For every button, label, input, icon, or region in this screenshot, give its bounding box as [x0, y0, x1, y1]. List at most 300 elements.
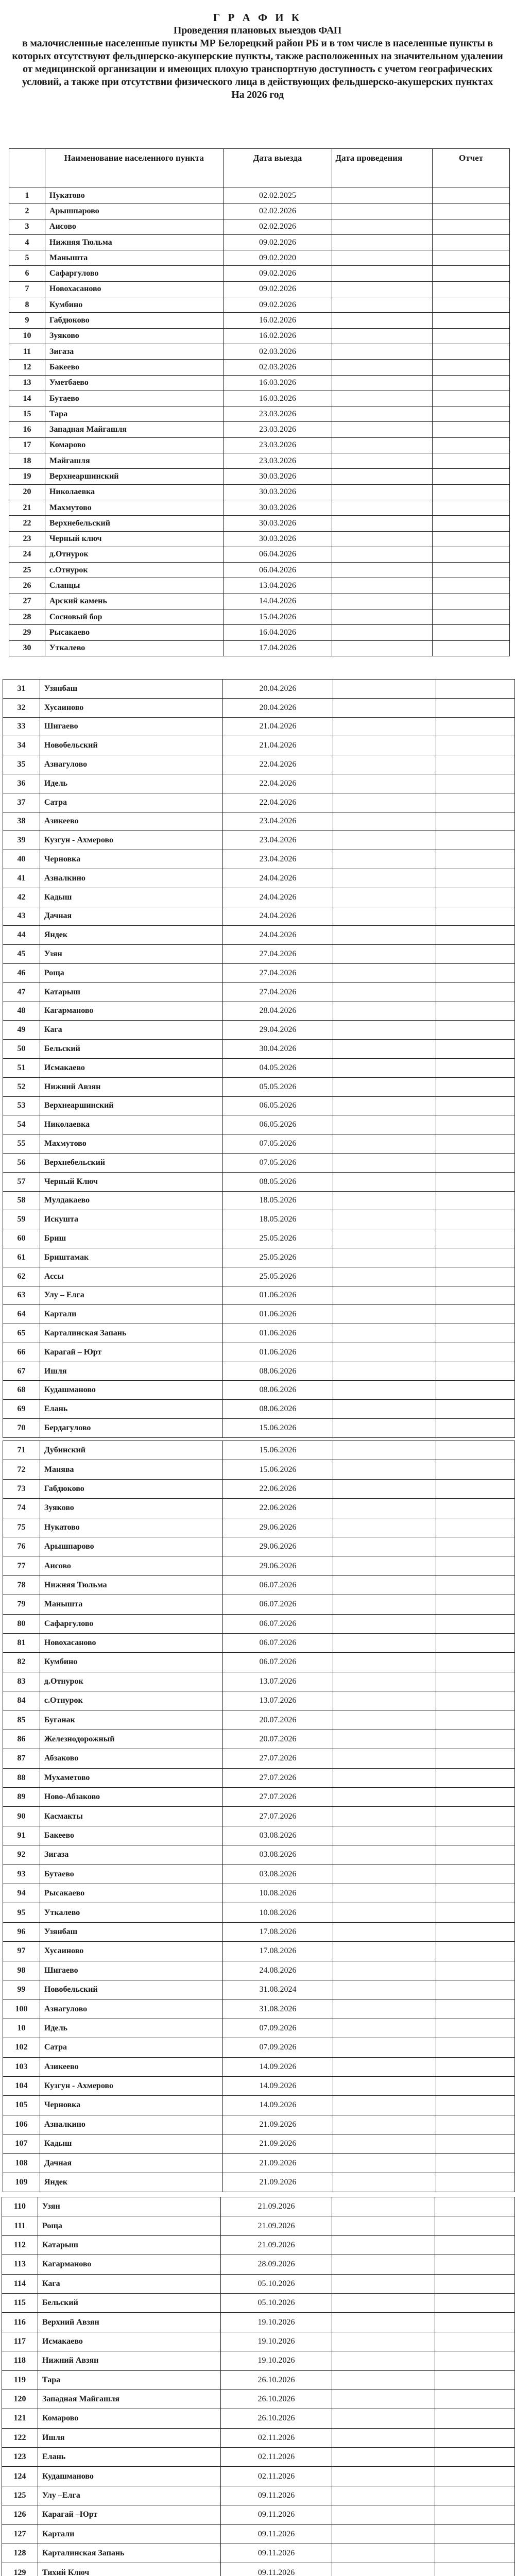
conducted-date-cell[interactable]: [333, 1826, 436, 1845]
conducted-date-cell[interactable]: [332, 2332, 435, 2351]
conducted-date-cell[interactable]: [332, 422, 433, 437]
conducted-date-cell[interactable]: [333, 1788, 436, 1807]
settlement-name: Сатра: [40, 2038, 222, 2057]
report-cell[interactable]: [436, 680, 515, 699]
report-cell[interactable]: [436, 793, 515, 812]
report-cell[interactable]: [436, 1865, 515, 1884]
document-description: в малочисленные населенные пункты МР Белорецкий район РБ и в том числе в населенные пункты в которых отсутствуют фельдшерско-акушерские пункты, также расположенных на значительном удалении от медицинской организации и имеющих плохую транспортную доступность с учетом географических условий, а также при отсутствии физического лица в действующих фельдшерско-акушерских пунктах: [12, 38, 503, 88]
conducted-date-cell[interactable]: [333, 888, 436, 907]
conducted-date-cell[interactable]: [332, 2351, 435, 2370]
settlement-name: Западная Майгашля: [38, 2389, 220, 2409]
report-cell[interactable]: [436, 1267, 515, 1286]
settlement-name: Карталинская Запань: [38, 2544, 220, 2563]
report-cell[interactable]: [436, 1134, 515, 1154]
report-cell[interactable]: [433, 219, 510, 234]
report-cell[interactable]: [433, 547, 510, 562]
report-cell[interactable]: [436, 1672, 515, 1691]
conducted-date-cell[interactable]: [333, 1942, 436, 1961]
conducted-date-cell[interactable]: [332, 2313, 435, 2332]
report-cell[interactable]: [433, 328, 510, 344]
conducted-date-cell[interactable]: [333, 1922, 436, 1941]
report-cell[interactable]: [435, 2428, 515, 2447]
conducted-date-cell[interactable]: [332, 640, 433, 656]
report-cell[interactable]: [436, 1710, 515, 1730]
conducted-date-cell[interactable]: [332, 516, 433, 531]
conducted-date-cell[interactable]: [333, 1653, 436, 1672]
table-row: [3, 1691, 515, 1710]
conducted-date-cell[interactable]: [333, 1305, 436, 1324]
report-cell[interactable]: [436, 1595, 515, 1614]
conducted-date-cell[interactable]: [332, 437, 433, 453]
conducted-date-cell[interactable]: [333, 1002, 436, 1021]
report-cell[interactable]: [436, 1942, 515, 1961]
conducted-date-cell[interactable]: [332, 2235, 435, 2255]
report-cell[interactable]: [435, 2486, 515, 2505]
conducted-date-cell[interactable]: [333, 1575, 436, 1595]
report-cell[interactable]: [436, 1499, 515, 1518]
conducted-date-cell[interactable]: [333, 1267, 436, 1286]
conducted-date-cell[interactable]: [332, 2544, 435, 2563]
conducted-date-cell[interactable]: [333, 1980, 436, 1999]
conducted-date-cell[interactable]: [333, 1191, 436, 1210]
conducted-date-cell[interactable]: [333, 1479, 436, 1498]
conducted-date-cell[interactable]: [332, 547, 433, 562]
conducted-date-cell[interactable]: [332, 578, 433, 594]
report-cell[interactable]: [436, 1730, 515, 1749]
report-cell[interactable]: [436, 963, 515, 982]
report-cell[interactable]: [436, 1362, 515, 1381]
conducted-date-cell[interactable]: [332, 204, 433, 219]
row-number: 48: [3, 1002, 40, 1021]
report-cell[interactable]: [436, 1518, 515, 1537]
report-cell[interactable]: [436, 1077, 515, 1096]
report-cell[interactable]: [436, 1691, 515, 1710]
conducted-date-cell[interactable]: [333, 1865, 436, 1884]
conducted-date-cell[interactable]: [333, 774, 436, 793]
table-row: [9, 188, 510, 204]
report-cell[interactable]: [436, 1575, 515, 1595]
conducted-date-cell[interactable]: [333, 1134, 436, 1154]
conducted-date-cell[interactable]: [332, 2255, 435, 2274]
conducted-date-cell[interactable]: [332, 2505, 435, 2524]
report-cell[interactable]: [436, 1807, 515, 1826]
conducted-date-cell[interactable]: [333, 1961, 436, 1980]
report-cell[interactable]: [436, 945, 515, 964]
conducted-date-cell[interactable]: [333, 1768, 436, 1787]
conducted-date-cell[interactable]: [333, 1040, 436, 1059]
conducted-date-cell[interactable]: [332, 2467, 435, 2486]
conducted-date-cell[interactable]: [332, 375, 433, 391]
conducted-date-cell[interactable]: [332, 453, 433, 469]
conducted-date-cell[interactable]: [332, 2274, 435, 2293]
conducted-date-cell[interactable]: [333, 1381, 436, 1400]
report-cell[interactable]: [436, 1021, 515, 1040]
report-cell[interactable]: [436, 1058, 515, 1077]
report-cell[interactable]: [436, 1191, 515, 1210]
conducted-date-cell[interactable]: [333, 2173, 436, 2192]
conducted-date-cell[interactable]: [332, 313, 433, 328]
report-cell[interactable]: [433, 266, 510, 281]
report-cell[interactable]: [436, 2154, 515, 2173]
row-number: 89: [3, 1788, 40, 1807]
report-cell[interactable]: [436, 2173, 515, 2192]
conducted-date-cell[interactable]: [332, 250, 433, 266]
conducted-date-cell[interactable]: [332, 500, 433, 515]
table-row: [3, 945, 515, 964]
conducted-date-cell[interactable]: [333, 1460, 436, 1479]
report-cell[interactable]: [433, 281, 510, 297]
conducted-date-cell[interactable]: [332, 360, 433, 375]
report-cell[interactable]: [436, 850, 515, 869]
report-cell[interactable]: [436, 1788, 515, 1807]
row-number: 42: [3, 888, 40, 907]
conducted-date-cell[interactable]: [333, 680, 436, 699]
conducted-date-cell[interactable]: [332, 234, 433, 250]
report-cell[interactable]: [433, 469, 510, 484]
conducted-date-cell[interactable]: [332, 2293, 435, 2312]
conducted-date-cell[interactable]: [332, 406, 433, 422]
conducted-date-cell[interactable]: [333, 1614, 436, 1633]
report-cell[interactable]: [433, 188, 510, 204]
report-cell[interactable]: [436, 1903, 515, 1922]
conducted-date-cell[interactable]: [333, 1324, 436, 1343]
report-cell[interactable]: [433, 297, 510, 313]
row-number: 85: [3, 1710, 40, 1730]
report-cell[interactable]: [436, 1229, 515, 1248]
conducted-date-cell[interactable]: [332, 484, 433, 500]
conducted-date-cell[interactable]: [332, 2448, 435, 2467]
conducted-date-cell[interactable]: [332, 2486, 435, 2505]
report-cell[interactable]: [435, 2448, 515, 2467]
conducted-date-cell[interactable]: [333, 1441, 436, 1460]
report-cell[interactable]: [436, 1460, 515, 1479]
conducted-date-cell[interactable]: [333, 831, 436, 850]
report-cell[interactable]: [433, 531, 510, 547]
conducted-date-cell[interactable]: [333, 2076, 436, 2095]
conducted-date-cell[interactable]: [332, 2216, 435, 2235]
conducted-date-cell[interactable]: [333, 1710, 436, 1730]
conducted-date-cell[interactable]: [332, 2197, 435, 2216]
report-cell[interactable]: [436, 774, 515, 793]
report-cell[interactable]: [433, 204, 510, 219]
conducted-date-cell[interactable]: [333, 1286, 436, 1305]
report-cell[interactable]: [435, 2389, 515, 2409]
report-cell[interactable]: [436, 1381, 515, 1400]
report-cell[interactable]: [436, 1999, 515, 2019]
departure-date: 05.05.2026: [222, 1077, 333, 1096]
report-cell[interactable]: [436, 1286, 515, 1305]
report-cell[interactable]: [436, 1556, 515, 1575]
conducted-date-cell[interactable]: [333, 907, 436, 926]
report-cell[interactable]: [433, 609, 510, 625]
conducted-date-cell[interactable]: [332, 531, 433, 547]
conducted-date-cell[interactable]: [333, 1058, 436, 1077]
report-cell[interactable]: [433, 578, 510, 594]
conducted-date-cell[interactable]: [332, 188, 433, 204]
report-cell[interactable]: [433, 625, 510, 640]
conducted-date-cell[interactable]: [333, 1343, 436, 1362]
conducted-date-cell[interactable]: [333, 698, 436, 717]
report-cell[interactable]: [436, 1441, 515, 1460]
conducted-date-cell[interactable]: [333, 1672, 436, 1691]
table-row: [9, 578, 510, 594]
report-cell[interactable]: [436, 982, 515, 1002]
conducted-date-cell[interactable]: [333, 1419, 436, 1438]
report-cell[interactable]: [436, 1210, 515, 1229]
table-row: [9, 453, 510, 469]
conducted-date-cell[interactable]: [333, 1153, 436, 1172]
report-cell[interactable]: [433, 360, 510, 375]
report-cell[interactable]: [436, 736, 515, 755]
conducted-date-cell[interactable]: [333, 1518, 436, 1537]
report-cell[interactable]: [436, 1002, 515, 1021]
report-cell[interactable]: [435, 2409, 515, 2428]
report-cell[interactable]: [436, 1324, 515, 1343]
report-cell[interactable]: [436, 1884, 515, 1903]
departure-date: 27.04.2026: [222, 963, 333, 982]
report-cell[interactable]: [436, 869, 515, 888]
report-cell[interactable]: [436, 1653, 515, 1672]
report-cell[interactable]: [436, 1153, 515, 1172]
conducted-date-cell[interactable]: [333, 812, 436, 831]
conducted-date-cell[interactable]: [332, 594, 433, 609]
report-cell[interactable]: [435, 2563, 515, 2576]
report-cell[interactable]: [436, 1248, 515, 1267]
departure-date: 15.06.2026: [222, 1419, 333, 1438]
report-cell[interactable]: [433, 594, 510, 609]
report-cell[interactable]: [435, 2351, 515, 2370]
settlement-name: Елань: [40, 1400, 222, 1419]
table-row: [3, 2096, 515, 2115]
report-cell[interactable]: [433, 500, 510, 515]
departure-date: 24.04.2026: [222, 926, 333, 945]
report-cell[interactable]: [436, 2038, 515, 2057]
conducted-date-cell[interactable]: [333, 1556, 436, 1575]
departure-date: 30.03.2026: [223, 469, 332, 484]
report-cell[interactable]: [435, 2313, 515, 2332]
conducted-date-cell[interactable]: [333, 736, 436, 755]
report-cell[interactable]: [436, 2057, 515, 2076]
table-row: [9, 360, 510, 375]
conducted-date-cell[interactable]: [333, 1903, 436, 1922]
conducted-date-cell[interactable]: [333, 850, 436, 869]
report-cell[interactable]: [435, 2524, 515, 2544]
settlement-name: Черный ключ: [45, 531, 223, 547]
conducted-date-cell[interactable]: [333, 1400, 436, 1419]
report-cell[interactable]: [436, 2019, 515, 2038]
conducted-date-cell[interactable]: [333, 1248, 436, 1267]
conducted-date-cell[interactable]: [333, 1115, 436, 1134]
report-cell[interactable]: [433, 234, 510, 250]
report-cell[interactable]: [433, 640, 510, 656]
departure-date: 30.03.2026: [223, 531, 332, 547]
conducted-date-cell[interactable]: [333, 926, 436, 945]
report-cell[interactable]: [436, 755, 515, 774]
conducted-date-cell[interactable]: [333, 2134, 436, 2154]
conducted-date-cell[interactable]: [333, 1499, 436, 1518]
report-cell[interactable]: [433, 406, 510, 422]
report-cell[interactable]: [435, 2467, 515, 2486]
report-cell[interactable]: [435, 2332, 515, 2351]
report-cell[interactable]: [433, 484, 510, 500]
report-cell[interactable]: [433, 375, 510, 391]
settlement-name: Бердагулово: [40, 1419, 222, 1438]
report-cell[interactable]: [436, 2134, 515, 2154]
conducted-date-cell[interactable]: [333, 1210, 436, 1229]
report-cell[interactable]: [433, 313, 510, 328]
departure-date: 17.04.2026: [223, 640, 332, 656]
report-cell[interactable]: [433, 344, 510, 359]
report-cell[interactable]: [435, 2370, 515, 2389]
conducted-date-cell[interactable]: [332, 563, 433, 578]
table-row: [2, 2313, 515, 2332]
report-cell[interactable]: [435, 2544, 515, 2563]
report-cell[interactable]: [433, 437, 510, 453]
conducted-date-cell[interactable]: [333, 1172, 436, 1191]
report-cell[interactable]: [436, 1826, 515, 1845]
report-cell[interactable]: [436, 2115, 515, 2134]
report-cell[interactable]: [436, 1343, 515, 1362]
report-cell[interactable]: [435, 2235, 515, 2255]
conducted-date-cell[interactable]: [333, 1749, 436, 1768]
conducted-date-cell[interactable]: [333, 1077, 436, 1096]
conducted-date-cell[interactable]: [333, 1884, 436, 1903]
report-cell[interactable]: [436, 1305, 515, 1324]
conducted-date-cell[interactable]: [333, 1595, 436, 1614]
departure-date: 18.05.2026: [222, 1210, 333, 1229]
report-cell[interactable]: [436, 1749, 515, 1768]
report-cell[interactable]: [436, 1096, 515, 1115]
conducted-date-cell[interactable]: [332, 391, 433, 406]
row-number: 66: [3, 1343, 40, 1362]
conducted-date-cell[interactable]: [333, 963, 436, 982]
conducted-date-cell[interactable]: [332, 625, 433, 640]
report-cell[interactable]: [433, 453, 510, 469]
conducted-date-cell[interactable]: [333, 1362, 436, 1381]
conducted-date-cell[interactable]: [333, 1691, 436, 1710]
report-cell[interactable]: [436, 1980, 515, 1999]
conducted-date-cell[interactable]: [332, 281, 433, 297]
conducted-date-cell[interactable]: [333, 2019, 436, 2038]
report-cell[interactable]: [436, 1922, 515, 1941]
conducted-date-cell[interactable]: [332, 2370, 435, 2389]
conducted-date-cell[interactable]: [333, 2154, 436, 2173]
report-cell[interactable]: [436, 2076, 515, 2095]
report-cell[interactable]: [436, 1400, 515, 1419]
conducted-date-cell[interactable]: [333, 945, 436, 964]
conducted-date-cell[interactable]: [332, 219, 433, 234]
table-row: [3, 1305, 515, 1324]
report-cell[interactable]: [436, 698, 515, 717]
table-row: [9, 234, 510, 250]
departure-date: 27.04.2026: [222, 982, 333, 1002]
report-cell[interactable]: [436, 888, 515, 907]
departure-date: 20.07.2026: [222, 1730, 333, 1749]
settlement-name: Дачная: [40, 2154, 222, 2173]
settlement-name: Катарыш: [38, 2235, 220, 2255]
conducted-date-cell[interactable]: [333, 2057, 436, 2076]
conducted-date-cell[interactable]: [332, 609, 433, 625]
report-cell[interactable]: [436, 1961, 515, 1980]
conducted-date-cell[interactable]: [333, 982, 436, 1002]
conducted-date-cell[interactable]: [332, 266, 433, 281]
conducted-date-cell[interactable]: [333, 1229, 436, 1248]
report-cell[interactable]: [433, 391, 510, 406]
report-cell[interactable]: [436, 1172, 515, 1191]
report-cell[interactable]: [433, 422, 510, 437]
conducted-date-cell[interactable]: [333, 1845, 436, 1865]
departure-date: 06.04.2026: [223, 547, 332, 562]
report-cell[interactable]: [433, 516, 510, 531]
report-cell[interactable]: [436, 926, 515, 945]
report-cell[interactable]: [436, 1633, 515, 1652]
report-cell[interactable]: [433, 563, 510, 578]
conducted-date-cell[interactable]: [332, 2389, 435, 2409]
conducted-date-cell[interactable]: [333, 1633, 436, 1652]
report-cell[interactable]: [435, 2216, 515, 2235]
conducted-date-cell[interactable]: [333, 2096, 436, 2115]
conducted-date-cell[interactable]: [333, 869, 436, 888]
conducted-date-cell[interactable]: [333, 1999, 436, 2019]
conducted-date-cell[interactable]: [333, 1021, 436, 1040]
report-cell[interactable]: [436, 1115, 515, 1134]
conducted-date-cell[interactable]: [333, 755, 436, 774]
conducted-date-cell[interactable]: [333, 2115, 436, 2134]
report-cell[interactable]: [435, 2255, 515, 2274]
conducted-date-cell[interactable]: [333, 1537, 436, 1556]
report-cell[interactable]: [435, 2274, 515, 2293]
report-cell[interactable]: [436, 1614, 515, 1633]
conducted-date-cell[interactable]: [333, 793, 436, 812]
report-cell[interactable]: [436, 1479, 515, 1498]
report-cell[interactable]: [436, 1419, 515, 1438]
report-cell[interactable]: [435, 2505, 515, 2524]
conducted-date-cell[interactable]: [333, 1096, 436, 1115]
conducted-date-cell[interactable]: [332, 344, 433, 359]
report-cell[interactable]: [436, 2096, 515, 2115]
conducted-date-cell[interactable]: [333, 1730, 436, 1749]
report-cell[interactable]: [436, 1845, 515, 1865]
report-cell[interactable]: [436, 1768, 515, 1787]
conducted-date-cell[interactable]: [332, 2524, 435, 2544]
conducted-date-cell[interactable]: [333, 1807, 436, 1826]
row-number: 8: [9, 297, 45, 313]
report-cell[interactable]: [436, 1537, 515, 1556]
report-cell[interactable]: [435, 2197, 515, 2216]
report-cell[interactable]: [436, 717, 515, 736]
report-cell[interactable]: [436, 812, 515, 831]
conducted-date-cell[interactable]: [332, 469, 433, 484]
row-number: 115: [2, 2293, 38, 2312]
report-cell[interactable]: [436, 1040, 515, 1059]
report-cell[interactable]: [435, 2293, 515, 2312]
conducted-date-cell[interactable]: [332, 2563, 435, 2576]
report-cell[interactable]: [433, 250, 510, 266]
report-cell[interactable]: [436, 907, 515, 926]
conducted-date-cell[interactable]: [332, 2428, 435, 2447]
settlement-name: Верхнебельский: [40, 1153, 222, 1172]
report-cell[interactable]: [436, 831, 515, 850]
row-number: 83: [3, 1672, 40, 1691]
conducted-date-cell[interactable]: [333, 717, 436, 736]
conducted-date-cell[interactable]: [333, 2038, 436, 2057]
conducted-date-cell[interactable]: [332, 2409, 435, 2428]
table-row: [3, 1362, 515, 1381]
conducted-date-cell[interactable]: [332, 297, 433, 313]
conducted-date-cell[interactable]: [332, 328, 433, 344]
settlement-name: Узян: [38, 2197, 220, 2216]
schedule-table-part-4: [2, 2197, 515, 2576]
